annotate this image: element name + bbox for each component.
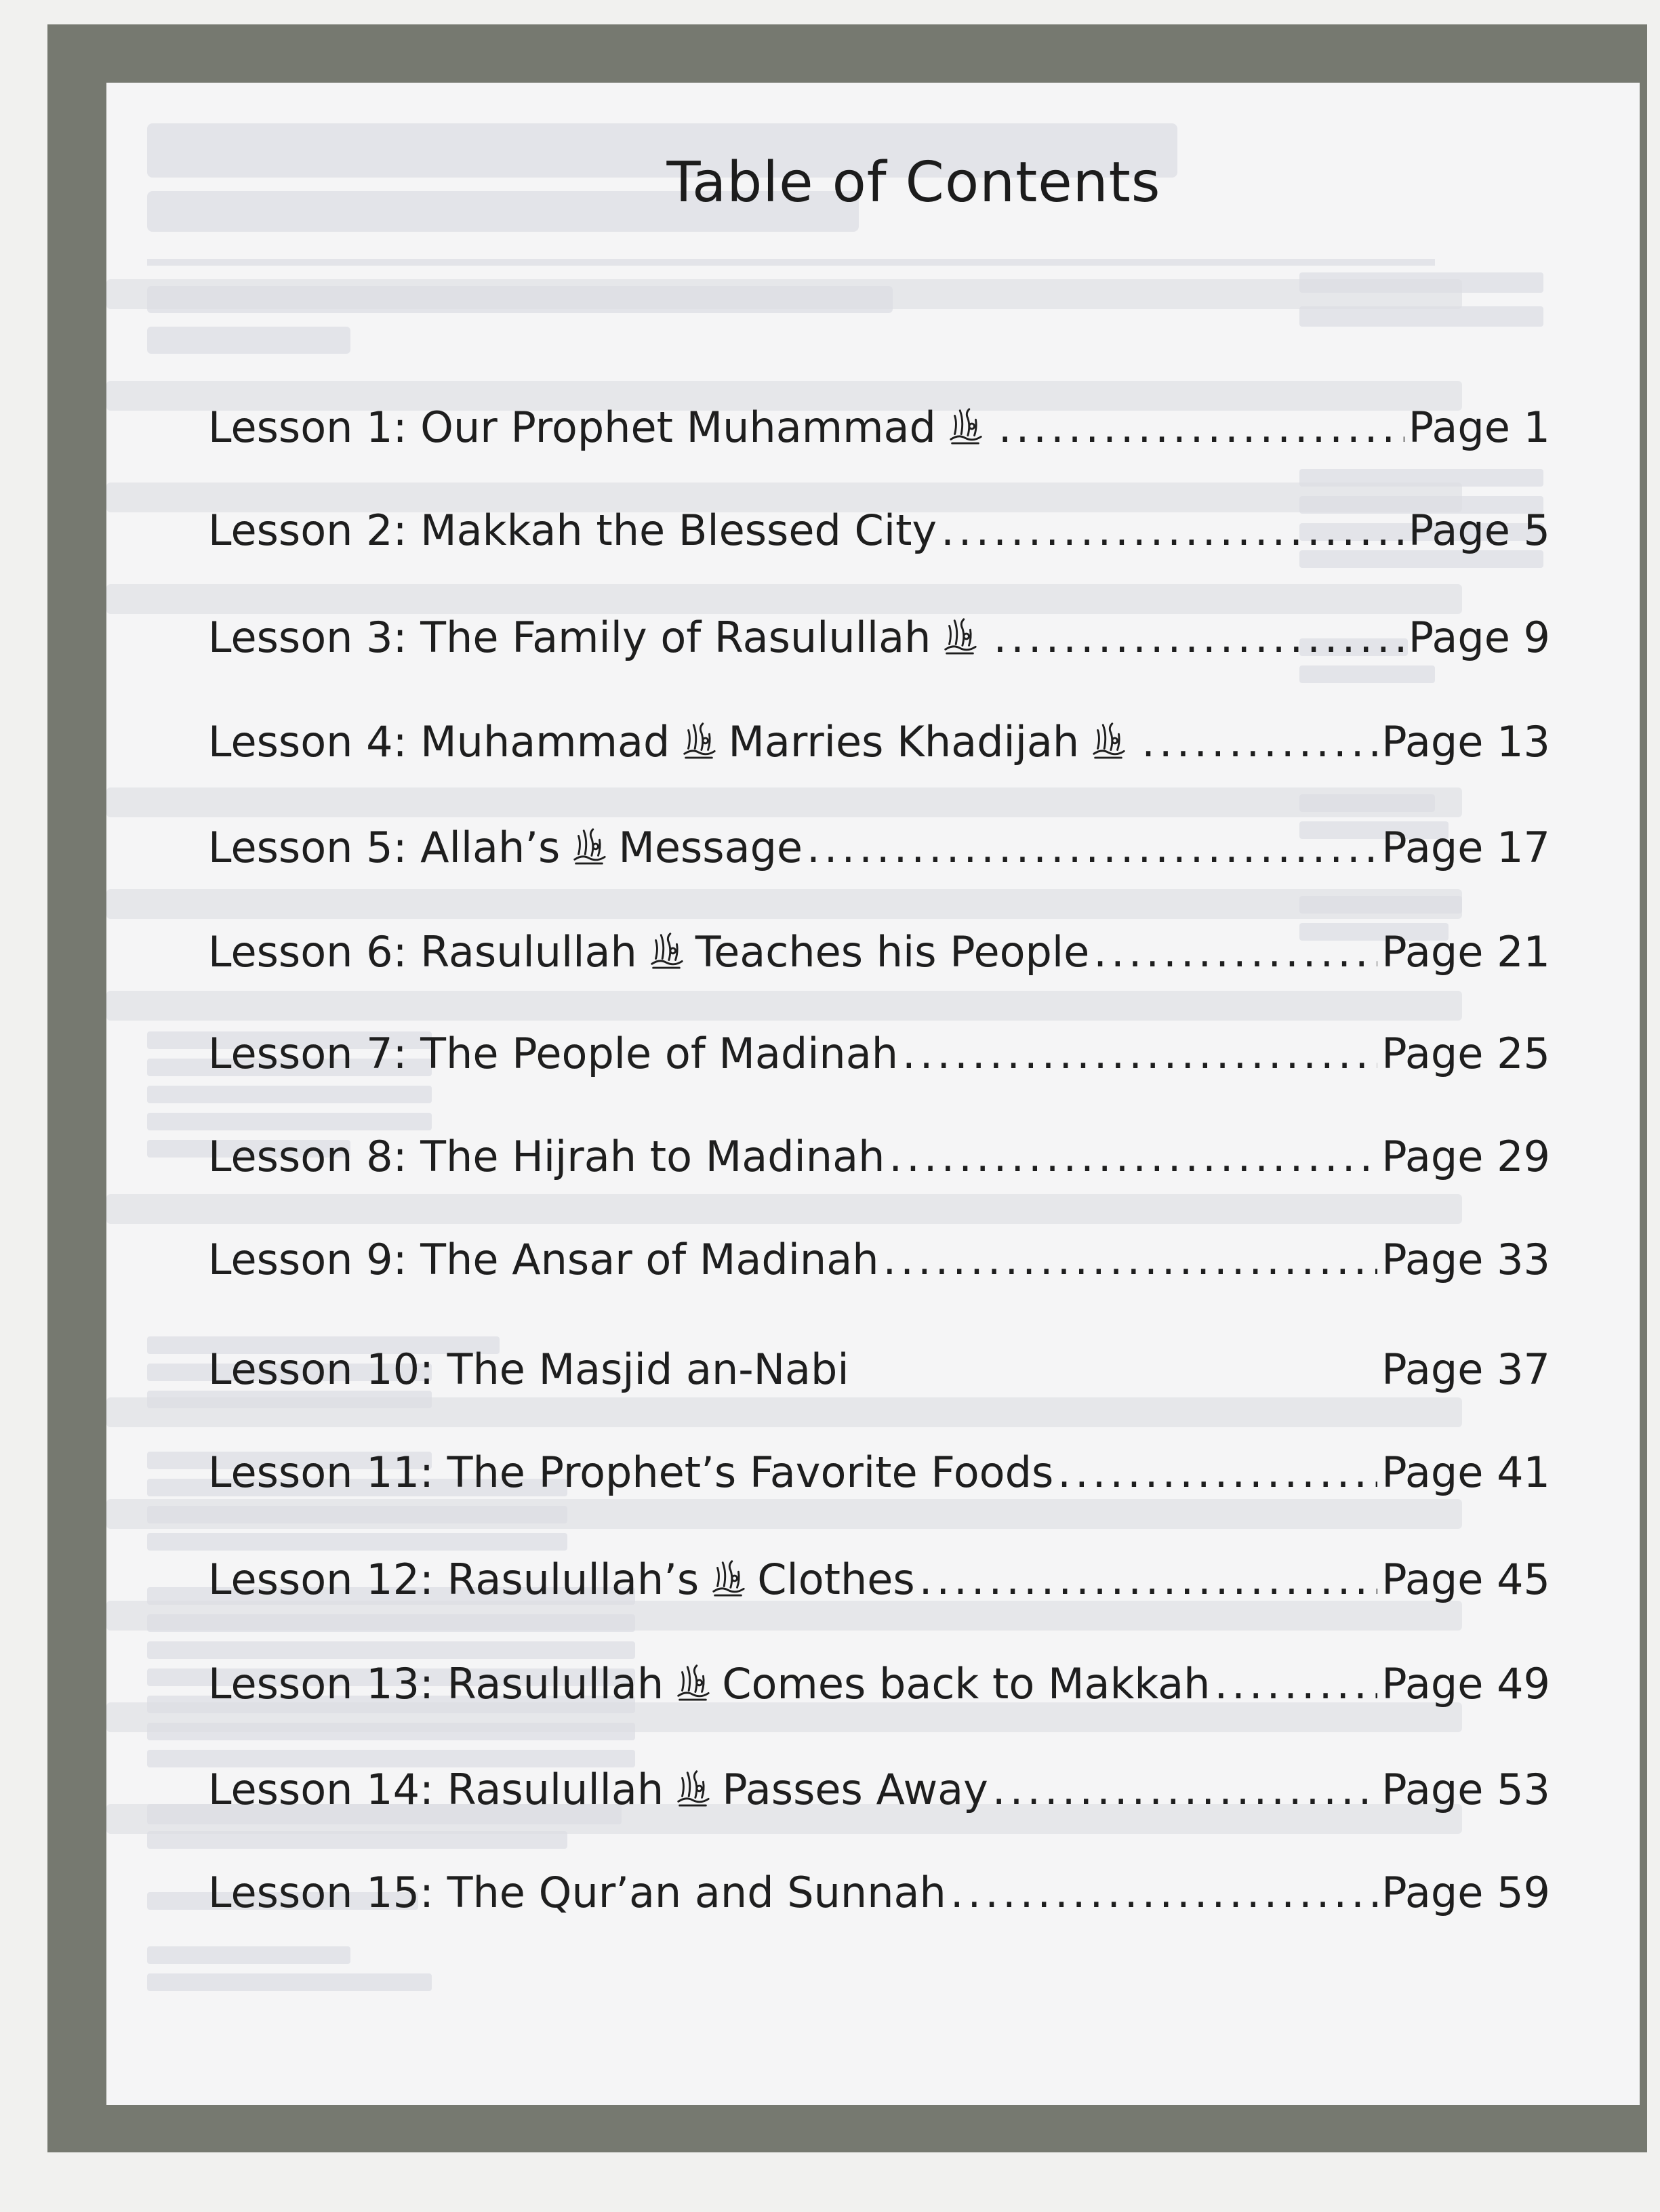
dot-leader bbox=[993, 613, 1404, 662]
toc-entry-title bbox=[208, 400, 994, 452]
toc-entry-title bbox=[208, 820, 803, 872]
toc-entry-title bbox=[208, 1132, 885, 1181]
toc-page-number: Page 13 bbox=[1381, 717, 1550, 766]
honorific-icon bbox=[679, 718, 718, 760]
honorific-icon bbox=[673, 1766, 712, 1808]
toc-entry-label-continued: Passes Away bbox=[722, 1765, 988, 1814]
toc-page-number: Page 29 bbox=[1381, 1132, 1550, 1181]
honorific-icon bbox=[673, 1660, 712, 1702]
dot-leader bbox=[889, 1132, 1377, 1181]
toc-entry-label: Lesson 12: Rasulullah’s bbox=[208, 1555, 700, 1604]
toc-entry-label-continued: Comes back to Makkah bbox=[722, 1659, 1211, 1708]
page-title: Table of Contents bbox=[666, 150, 1161, 215]
honorific-icon bbox=[946, 404, 985, 446]
toc-entry-label: Lesson 11: The Prophet’s Favorite Foods bbox=[208, 1448, 1054, 1497]
toc-entry-title bbox=[208, 610, 989, 662]
toc-entry-title bbox=[208, 506, 937, 555]
toc-entry bbox=[208, 1029, 1550, 1097]
toc-entry-label: Lesson 5: Allah’s bbox=[208, 823, 561, 872]
toc-entry-label: Lesson 1: Our Prophet Muhammad bbox=[208, 403, 936, 452]
toc-entry bbox=[208, 610, 1550, 678]
toc-entry-label: Lesson 9: The Ansar of Madinah bbox=[208, 1235, 879, 1284]
toc-entry-label: Lesson 13: Rasulullah bbox=[208, 1659, 664, 1708]
toc-page-number: Page 1 bbox=[1408, 403, 1550, 452]
dot-leader bbox=[1093, 927, 1377, 977]
toc-entry bbox=[208, 400, 1550, 468]
dot-leader bbox=[902, 1029, 1377, 1078]
toc-page-number: Page 41 bbox=[1381, 1448, 1550, 1497]
toc-page-number: Page 25 bbox=[1381, 1029, 1550, 1078]
toc-page-number: Page 45 bbox=[1381, 1555, 1550, 1604]
toc-entry-label: Lesson 4: Muhammad bbox=[208, 717, 670, 766]
toc-entry bbox=[208, 1762, 1550, 1830]
dot-leader bbox=[883, 1235, 1378, 1284]
toc-entry-title bbox=[208, 1552, 915, 1604]
toc-entry bbox=[208, 1345, 1550, 1412]
dot-leader bbox=[919, 1555, 1378, 1604]
toc-entry-label: Lesson 3: The Family of Rasulullah bbox=[208, 613, 931, 662]
toc-entry-label-continued: Teaches his People bbox=[695, 927, 1090, 977]
content-panel bbox=[106, 83, 1640, 2105]
toc-entry-title bbox=[208, 1762, 988, 1814]
toc-entry-label: Lesson 7: The People of Madinah bbox=[208, 1029, 899, 1078]
toc-entry-label: Lesson 14: Rasulullah bbox=[208, 1765, 664, 1814]
dot-leader bbox=[998, 403, 1404, 452]
dot-leader bbox=[992, 1765, 1377, 1814]
toc-entry bbox=[208, 1132, 1550, 1200]
toc-page-number: Page 59 bbox=[1381, 1868, 1550, 1917]
toc-entry bbox=[208, 1552, 1550, 1620]
toc-entry-label: Lesson 2: Makkah the Blessed City bbox=[208, 506, 937, 555]
toc-entry bbox=[208, 506, 1550, 573]
toc-entry-label-continued: Message bbox=[618, 823, 803, 872]
toc-entry-title bbox=[208, 1868, 946, 1917]
dot-leader bbox=[941, 506, 1404, 555]
toc-page-number: Page 17 bbox=[1381, 823, 1550, 872]
honorific-icon bbox=[647, 928, 686, 970]
toc-entry-title bbox=[208, 924, 1089, 977]
toc-entry bbox=[208, 1448, 1550, 1515]
dot-leader bbox=[1057, 1448, 1377, 1497]
toc-entry bbox=[208, 714, 1550, 782]
toc-entry-label: Lesson 8: The Hijrah to Madinah bbox=[208, 1132, 885, 1181]
dot-leader bbox=[807, 823, 1377, 872]
dot-leader bbox=[1141, 717, 1377, 766]
toc-entry-label-continued: Clothes bbox=[757, 1555, 915, 1604]
toc-entry-label: Lesson 15: The Qur’an and Sunnah bbox=[208, 1868, 946, 1917]
toc-page-number: Page 33 bbox=[1381, 1235, 1550, 1284]
toc-entry bbox=[208, 1868, 1550, 1936]
toc-page-number: Page 53 bbox=[1381, 1765, 1550, 1814]
toc-page-number: Page 9 bbox=[1408, 613, 1550, 662]
honorific-icon bbox=[1089, 718, 1128, 760]
toc-entry-label: Lesson 6: Rasulullah bbox=[208, 927, 637, 977]
toc-entry bbox=[208, 1656, 1550, 1724]
dot-leader bbox=[950, 1868, 1377, 1917]
toc-entry bbox=[208, 1235, 1550, 1303]
toc-entry bbox=[208, 820, 1550, 888]
honorific-icon bbox=[569, 824, 609, 866]
toc-page-number: Page 49 bbox=[1381, 1659, 1550, 1708]
toc-entry-title bbox=[208, 1345, 849, 1394]
toc-entry-title bbox=[208, 1656, 1210, 1708]
honorific-icon bbox=[940, 614, 979, 656]
dot-leader bbox=[1214, 1659, 1377, 1708]
toc-entry-title bbox=[208, 714, 1137, 766]
toc-entry-label-continued: Marries Khadijah bbox=[728, 717, 1080, 766]
toc-page-number: Page 5 bbox=[1408, 506, 1550, 555]
toc-entry bbox=[208, 924, 1550, 992]
toc-entry-label: Lesson 10: The Masjid an-Nabi bbox=[208, 1345, 849, 1394]
honorific-icon bbox=[708, 1556, 748, 1598]
toc-page-number: Page 37 bbox=[1381, 1345, 1550, 1394]
toc-page-number: Page 21 bbox=[1381, 927, 1550, 977]
toc-entry-title bbox=[208, 1235, 879, 1284]
toc-entry-title bbox=[208, 1448, 1053, 1497]
toc-entry-title bbox=[208, 1029, 898, 1078]
